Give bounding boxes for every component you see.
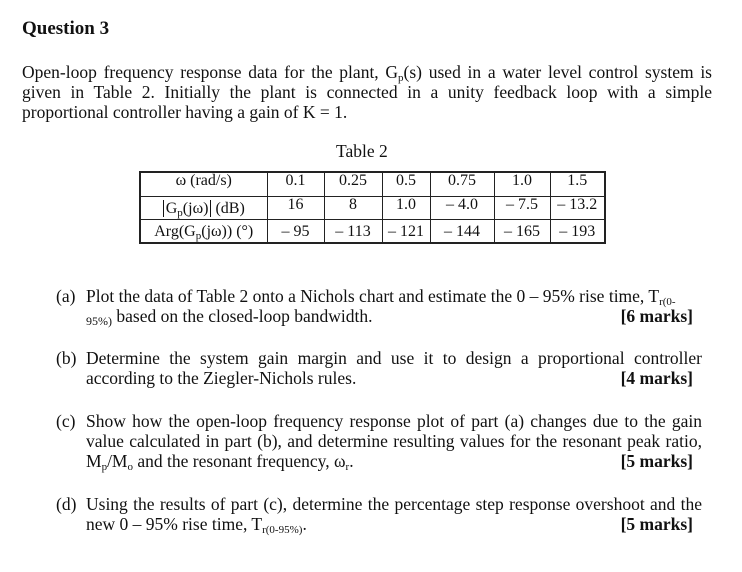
table-row-phase [140, 220, 605, 244]
part-a-text: Plot the data of Table 2 onto a Nichols chart and estimate the 0 – 95% rise time, $T_{r(0-}$ $_{95\%)}$ based on the closed-loop bandwidth. [86, 286, 676, 328]
question-heading: Question 3 [22, 18, 110, 39]
frequency-response-table [139, 171, 606, 244]
part-a-label: (a) [56, 286, 76, 306]
table-cell: – 95 [267, 220, 324, 244]
table-cell: 0.5 [382, 172, 430, 197]
intro-paragraph: Open-loop frequency response data for the plant, $G_p(s)$ used in a water level control system is given in Table 2. Initially the plant is connected in a unity feedback loop with a simple proportional controller having a gain of K = 1. [22, 62, 712, 122]
table-cell: – 144 [430, 220, 494, 244]
part-a-marks: [6 marks] [620, 306, 693, 326]
table-cell: – 4.0 [430, 197, 494, 220]
part-c-marks: [5 marks] [620, 451, 693, 471]
row-label-magnitude: $G_p(j\omega)$ (dB) [140, 197, 267, 220]
part-d-text: Using the results of part (c), determine the percentage step response overshoot and the new 0 – 95% rise time, $T_{r(0-95\%)}$. [86, 494, 702, 536]
table-cell: – 165 [494, 220, 550, 244]
part-b-text: Determine the system gain margin and use it to design a proportional controller according to the Ziegler-Nichols rules. [86, 348, 702, 388]
table-row-magnitude [140, 197, 605, 220]
part-c-label: (c) [56, 411, 76, 431]
table-cell: 16 [267, 197, 324, 220]
table-cell: – 113 [324, 220, 382, 244]
part-d-marks: [5 marks] [620, 514, 693, 534]
part-b [56, 348, 702, 388]
part-b-marks: [4 marks] [620, 368, 693, 388]
part-b-label: (b) [56, 348, 77, 368]
row-label-frequency: ω (rad/s) [140, 172, 267, 197]
table-cell: – 193 [550, 220, 605, 244]
table-cell: – 13.2 [550, 197, 605, 220]
table-caption: Table 2 [336, 141, 388, 161]
table-cell: 0.75 [430, 172, 494, 197]
table-cell: 0.25 [324, 172, 382, 197]
table-row-frequency [140, 172, 605, 197]
table-cell: 8 [324, 197, 382, 220]
table-cell: 1.5 [550, 172, 605, 197]
table-cell: 1.0 [494, 172, 550, 197]
part-a [56, 286, 702, 326]
table-cell: – 7.5 [494, 197, 550, 220]
table-cell: – 121 [382, 220, 430, 244]
table-cell: 0.1 [267, 172, 324, 197]
row-label-phase: $Arg(G_p(j\omega))$ (°) [140, 220, 267, 244]
part-c [56, 411, 702, 471]
part-c-text: Show how the open-loop frequency response plot of part (a) changes due to the gain value calculated in part (b), and determine resulting values for the resonant peak ratio, $M_p/M_o$ and the resonant frequency, $\omega_r$. [86, 411, 702, 473]
part-d [56, 494, 702, 534]
part-d-label: (d) [56, 494, 77, 514]
table-cell: 1.0 [382, 197, 430, 220]
